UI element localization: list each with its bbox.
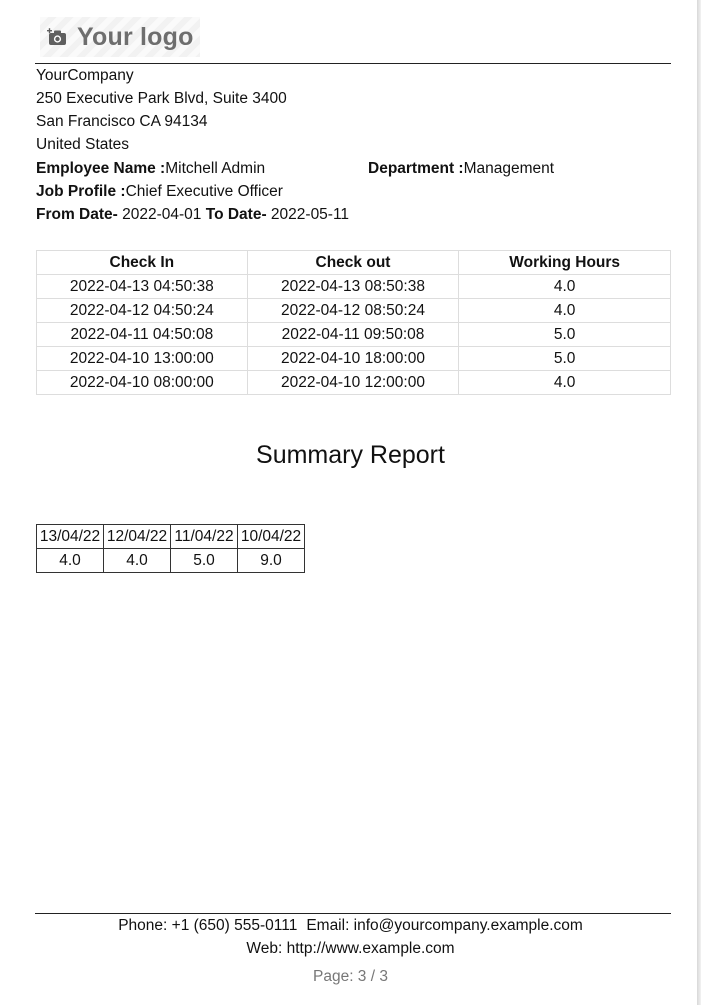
date-range-row — [36, 203, 349, 226]
table-row — [37, 371, 671, 395]
company-street: 250 Executive Park Blvd, Suite 3400 — [36, 90, 287, 107]
table-row — [37, 299, 671, 323]
summary-date-cell: 13/04/22 — [37, 525, 104, 549]
company-city: San Francisco CA 94134 — [36, 113, 208, 130]
check-in-header: Check In — [37, 251, 248, 275]
to-date-value: 2022-05-11 — [270, 206, 350, 223]
summary-hours-cell: 4.0 — [104, 549, 171, 573]
attendance-header-row — [37, 251, 671, 275]
department-label: Department : — [368, 160, 464, 177]
attendance-table — [36, 250, 671, 395]
check-in-cell: 2022-04-12 04:50:24 — [37, 299, 248, 323]
working-hours-cell: 4.0 — [459, 299, 671, 323]
to-date-label: To Date- — [205, 206, 267, 223]
summary-report-title: Summary Report — [256, 441, 445, 469]
check-out-cell: 2022-04-13 08:50:38 — [247, 275, 459, 299]
from-date-label: From Date- — [36, 206, 118, 223]
summary-date-cell: 11/04/22 — [171, 525, 238, 549]
check-in-cell: 2022-04-10 13:00:00 — [37, 347, 248, 371]
footer-phone: Phone: +1 (650) 555-0111 — [118, 917, 298, 934]
company-logo — [40, 17, 200, 57]
employee-name-row — [36, 157, 265, 180]
check-out-cell: 2022-04-12 08:50:24 — [247, 299, 459, 323]
working-hours-cell: 4.0 — [459, 371, 671, 395]
page-number: Page: 3 / 3 — [313, 968, 388, 985]
summary-date-row — [37, 525, 305, 549]
summary-hours-cell: 5.0 — [171, 549, 238, 573]
summary-hours-row — [37, 549, 305, 573]
department-row — [368, 157, 554, 180]
page-edge-shadow — [697, 0, 701, 1005]
table-row — [37, 275, 671, 299]
summary-date-cell: 10/04/22 — [238, 525, 305, 549]
working-hours-header: Working Hours — [459, 251, 671, 275]
job-profile-row — [36, 180, 283, 203]
summary-hours-cell: 9.0 — [238, 549, 305, 573]
logo-text: Your logo — [77, 22, 194, 51]
working-hours-cell: 5.0 — [459, 323, 671, 347]
job-profile-label: Job Profile : — [36, 183, 126, 200]
department-value: Management — [463, 160, 555, 177]
from-date-value: 2022-04-01 — [122, 206, 202, 223]
employee-name-label: Employee Name : — [36, 160, 166, 177]
check-out-cell: 2022-04-10 18:00:00 — [247, 347, 459, 371]
company-name: YourCompany — [36, 67, 134, 84]
working-hours-cell: 4.0 — [459, 275, 671, 299]
footer-web: Web: http://www.example.com — [246, 940, 455, 957]
summary-date-cell: 12/04/22 — [104, 525, 171, 549]
check-in-cell: 2022-04-13 04:50:38 — [37, 275, 248, 299]
camera-plus-icon — [46, 26, 68, 48]
company-country: United States — [36, 136, 130, 153]
company-address — [36, 64, 287, 156]
job-profile-value: Chief Executive Officer — [125, 183, 283, 200]
table-row — [37, 347, 671, 371]
table-row — [37, 323, 671, 347]
footer-email: Email: info@yourcompany.example.com — [306, 917, 583, 934]
summary-table — [36, 524, 305, 573]
check-in-cell: 2022-04-10 08:00:00 — [37, 371, 248, 395]
employee-name-value: Mitchell Admin — [165, 160, 266, 177]
check-out-cell: 2022-04-11 09:50:08 — [247, 323, 459, 347]
working-hours-cell: 5.0 — [459, 347, 671, 371]
footer-contact-line — [0, 914, 701, 937]
check-out-header: Check out — [247, 251, 459, 275]
check-in-cell: 2022-04-11 04:50:08 — [37, 323, 248, 347]
summary-hours-cell: 4.0 — [37, 549, 104, 573]
check-out-cell: 2022-04-10 12:00:00 — [247, 371, 459, 395]
